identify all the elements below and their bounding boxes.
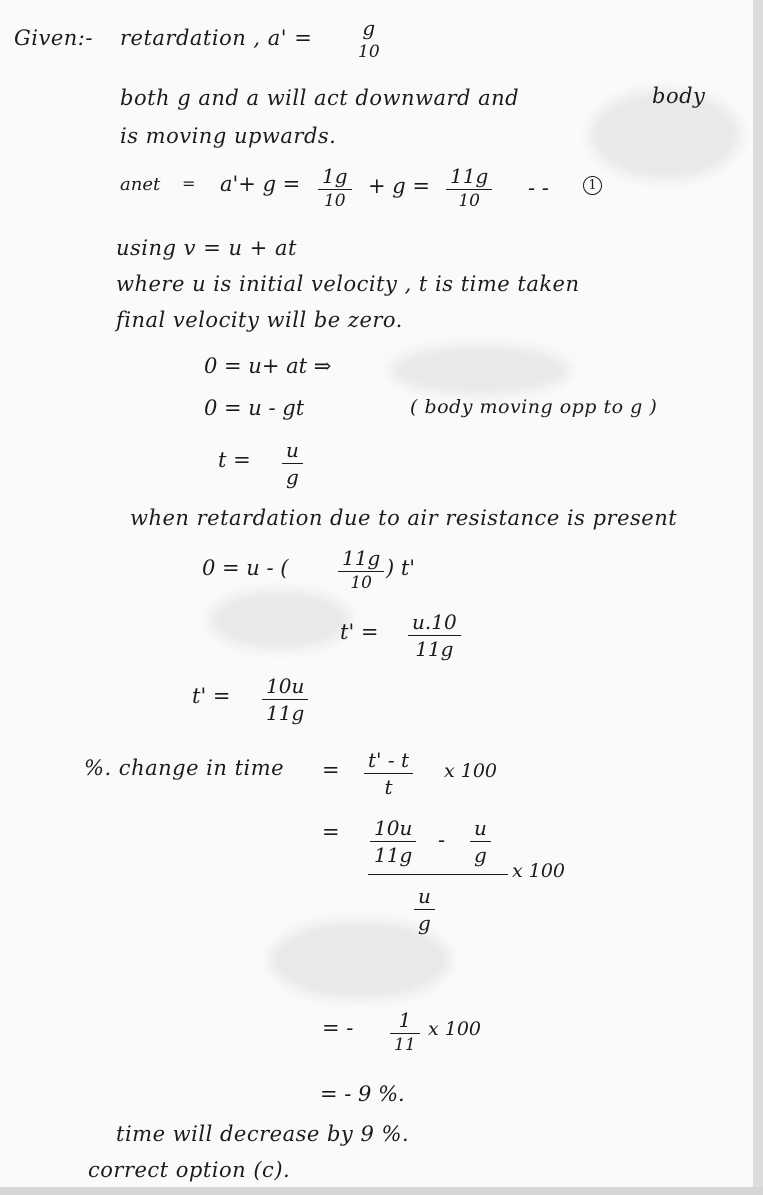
eq1-lhs: 0 = u - (: [202, 556, 289, 580]
given-label: Given:-: [14, 26, 93, 50]
fraction-numerator: u: [282, 440, 303, 464]
times-100: x 100: [428, 1018, 482, 1040]
fraction-denominator: 11: [394, 1035, 416, 1055]
conclusion-line: time will decrease by 9 %.: [116, 1122, 410, 1146]
circled-number: 1: [583, 176, 602, 195]
result-line: = - 9 %.: [320, 1082, 405, 1106]
fraction-tprime-minus-t: [364, 750, 413, 797]
fraction-numerator: 10u: [370, 818, 416, 842]
fraction-denominator: 10: [350, 573, 372, 593]
fraction-numerator: 1g: [318, 166, 352, 190]
eq2-lhs: t' =: [340, 620, 379, 644]
fraction-denominator: t: [384, 775, 393, 799]
fraction-denominator: 11g: [415, 637, 454, 661]
equals-minus: = -: [322, 1016, 354, 1040]
line-moving: is moving upwards.: [120, 124, 337, 148]
line-both: both g and a will act downward and: [120, 86, 520, 110]
fraction-denominator: g: [474, 843, 487, 867]
eq3-lhs: t' =: [192, 684, 231, 708]
main-fraction-bar: [368, 874, 508, 875]
line-body: body: [652, 84, 706, 108]
step-1: 0 = u+ at ⇒: [204, 354, 332, 378]
where-line: where u is initial velocity , t is time taken: [116, 272, 580, 296]
eq1-rhs: ) t': [386, 556, 416, 580]
fraction-u10-11g: [408, 612, 461, 659]
minus: -: [438, 828, 446, 852]
fraction-denominator: 10: [358, 42, 380, 62]
times-100: x 100: [444, 760, 498, 782]
fraction-numerator: 10u: [262, 676, 308, 700]
using-line: using v = u + at: [116, 236, 297, 260]
fraction-denominator: 10: [323, 191, 346, 211]
fraction-denominator: 10: [458, 191, 480, 211]
anet-expr: a'+ g =: [220, 172, 301, 196]
fraction-1-11: [390, 1010, 420, 1054]
fraction-denominator: 11g: [266, 701, 305, 725]
smudge: [210, 590, 350, 650]
step-2-note: ( body moving opp to g ): [410, 396, 658, 418]
equation-tag: [583, 174, 602, 195]
fraction-numerator: t' - t: [364, 750, 413, 774]
equals: =: [322, 758, 340, 782]
fraction-denominator: 11g: [374, 843, 413, 867]
anet-plus-g: + g =: [368, 174, 430, 198]
equals: =: [322, 820, 340, 844]
when-line: when retardation due to air resistance is present: [130, 506, 678, 530]
fraction-11g-10: [338, 548, 384, 592]
fraction-numerator: 1: [390, 1010, 420, 1034]
fraction-numerator: u: [470, 818, 491, 842]
fraction-11g-10: [446, 166, 492, 210]
equation-tag-dashes: - -: [528, 176, 549, 200]
fraction-u-g: [282, 440, 303, 487]
fraction-denominator: g: [286, 465, 299, 489]
fraction-numerator: u.10: [408, 612, 461, 636]
equals: =: [182, 174, 196, 193]
fraction-numerator: 11g: [446, 166, 492, 190]
fraction-numerator: g: [362, 16, 376, 40]
fraction-denominator: g: [418, 911, 431, 935]
fraction-u-g: [414, 886, 435, 933]
step-2: 0 = u - gt: [204, 396, 305, 420]
fraction-numerator: 11g: [338, 548, 384, 572]
times-100: x 100: [512, 860, 566, 882]
given-fraction: [354, 18, 384, 61]
page-edge-right: [753, 0, 763, 1195]
step-3-lhs: t =: [218, 448, 251, 472]
fraction-10u-11g: [262, 676, 308, 723]
anet-label: anet: [120, 174, 161, 195]
final-velocity-line: final velocity will be zero.: [116, 308, 403, 332]
fraction-numerator: u: [414, 886, 435, 910]
pct-label: %. change in time: [84, 756, 285, 780]
correct-option-line: correct option (c).: [88, 1158, 291, 1182]
fraction-u-g: [470, 818, 491, 865]
fraction-10u-11g: [370, 818, 416, 865]
page-edge-bottom: [0, 1187, 763, 1195]
fraction-1g-10: [318, 166, 352, 210]
smudge: [390, 345, 570, 395]
given-text: retardation , a' =: [120, 26, 313, 50]
